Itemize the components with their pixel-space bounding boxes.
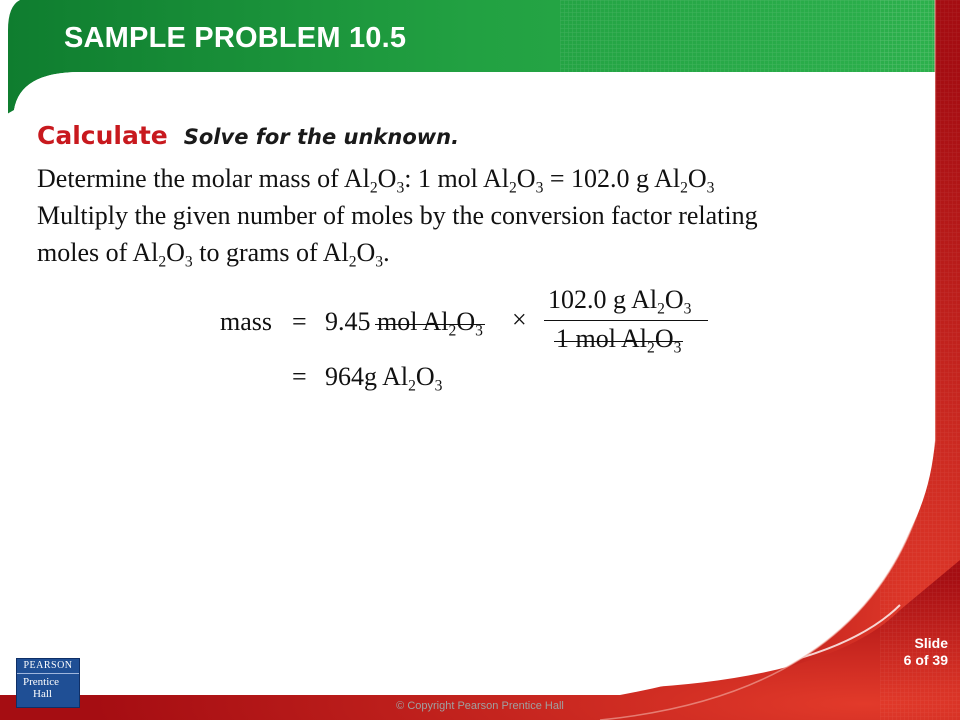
slide-title: SAMPLE PROBLEM 10.5 [64, 22, 407, 54]
equation-result: 964g $Al_2O_3$ [325, 362, 443, 395]
given-moles: 9.45 mol $Al_2O_3$ [325, 307, 483, 340]
body-line-1: Determine the molar mass of $Al_2O_3$: 1 mol $Al_2O_3 = 102.0$ g $Al_2O_3$ [37, 164, 715, 197]
body-line-3: moles of $Al_2O_3$ to grams of $Al_2O_3$. [37, 238, 390, 271]
times-sign: × [512, 305, 527, 334]
slide-label: Slide [914, 635, 948, 651]
struck-unit: mol $Al_2O_3$ [377, 307, 483, 340]
step-subheading: Solve for the unknown. [183, 125, 460, 149]
copyright-text: © Copyright Pearson Prentice Hall [396, 700, 564, 712]
equation-equals-2: = [292, 362, 307, 391]
equation-equals: = [292, 307, 307, 336]
struck-denominator: 1 mol $Al_2O_3$ [556, 324, 682, 357]
pearson-logo: PEARSON Prentice Hall [16, 658, 80, 708]
fraction-numerator: 102.0 g $Al_2O_3$ [548, 285, 692, 318]
body-line-2: Multiply the given number of moles by the conversion factor relating [37, 201, 758, 230]
calculate-heading: Calculate [37, 121, 168, 150]
slide-count: 6 of 39 [903, 652, 948, 668]
equation-lhs: mass [220, 307, 272, 336]
fraction-denominator [556, 324, 682, 357]
fraction-bar [544, 320, 708, 321]
slide-counter [904, 635, 948, 669]
section-heading [37, 121, 459, 150]
